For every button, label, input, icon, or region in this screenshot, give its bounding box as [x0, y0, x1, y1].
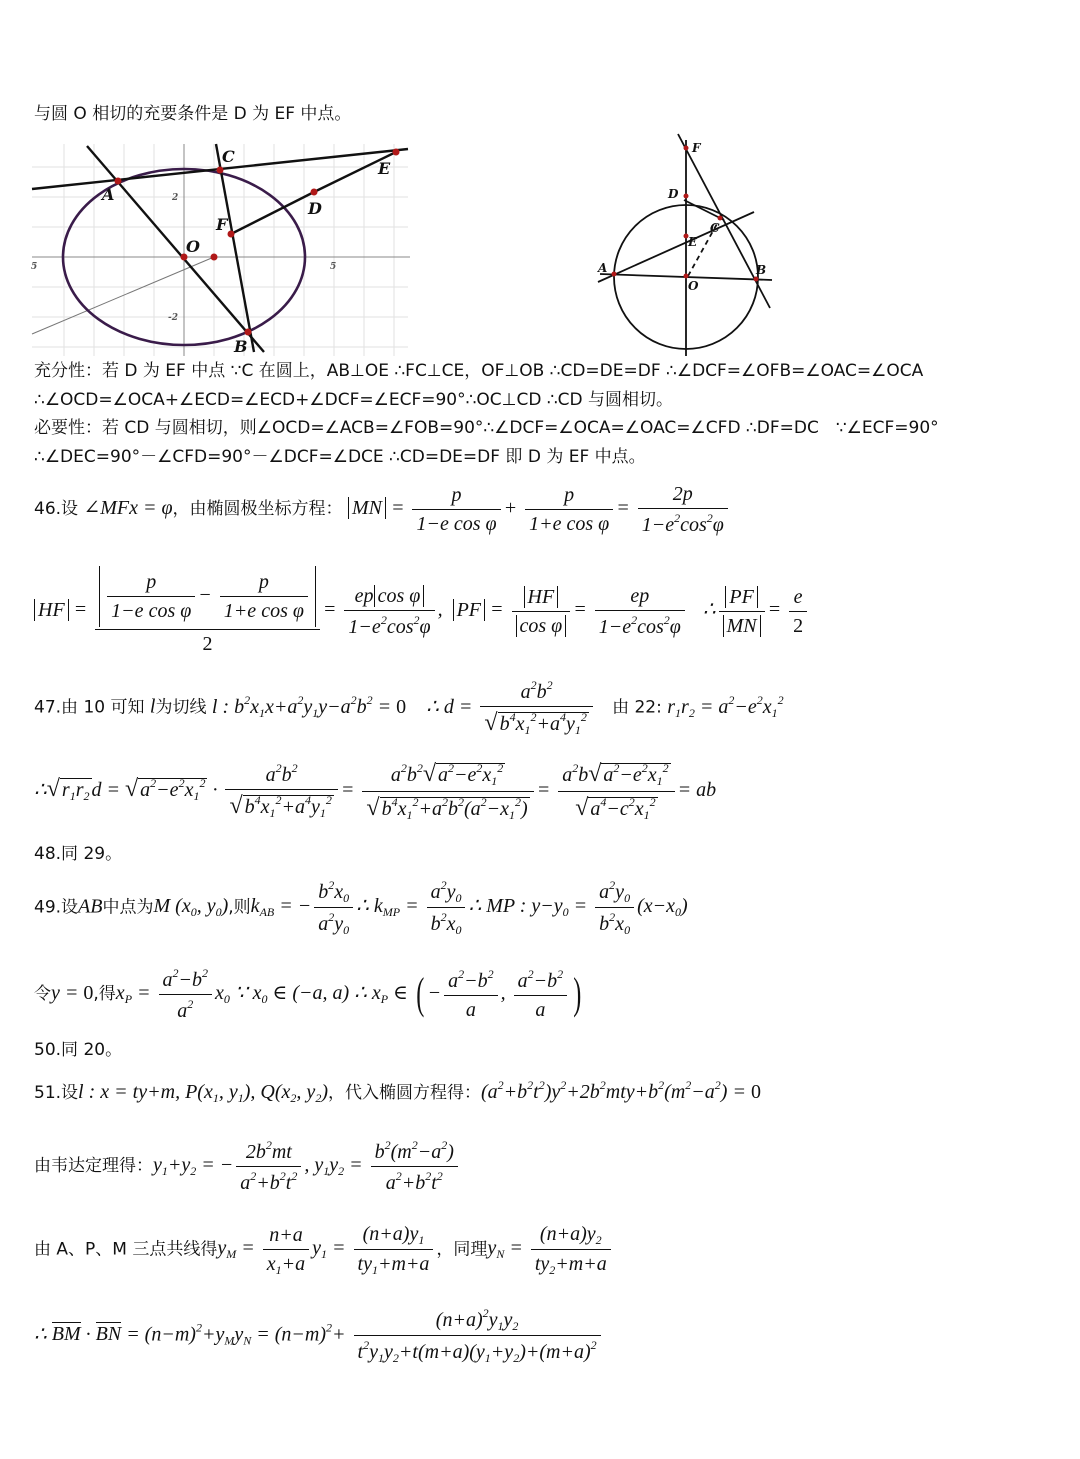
p49b-text2: ,得: [93, 984, 116, 1005]
tick-y-pos: 2: [172, 193, 179, 203]
p46-formula: MN = $\frac{p}{\text{1−e cos φ}}$ + $\frac{p}{\text{1+e cos φ}}$ = $\frac{2p}{1-e^2\cos^2\varphi}$: [348, 497, 731, 519]
p46-text1: 设: [61, 499, 79, 520]
point-D: [684, 194, 689, 199]
p49b-text1: 令: [34, 984, 51, 1005]
p51c-text2: ，同理: [436, 1239, 488, 1260]
p51-number: 51.: [34, 1083, 62, 1103]
tick-x-pos: 5: [330, 262, 337, 272]
label-D: D: [308, 199, 322, 218]
label-C: C: [710, 221, 720, 235]
label-C: C: [222, 147, 235, 166]
proof-line-4: ∴∠DEC=90°－∠CFD=90°－∠DCF=∠DCE ∴CD=DE=DF 即 D 为 EF 中点。: [34, 447, 646, 467]
p47-text1: 由 10 可知: [61, 697, 145, 718]
problem-50: 50.同 20。: [34, 1040, 123, 1060]
point-A: [612, 272, 617, 277]
p47-number: 47.: [34, 697, 62, 718]
point-C: [718, 216, 723, 221]
label-B: B: [234, 337, 248, 356]
p47-derivation: ∴√ $r_1r_2$ d = √ $a^2-e^2x_1^2$ · $\frac{a^2b^2}{√ b^4x_1^2+a^4y_1^2}$ = $\frac{a^2b^2√ a^2-e^2x_1^2}{√ b^4x_1^2+a^2b^2(a^2-x_1^2)}$ = $\frac{a^2b√ a^2-e^2x_1^2}{√ a^4-c^2x_1^2}$ = ab: [34, 761, 717, 822]
label-D: D: [668, 187, 679, 201]
p51-text1: 设: [61, 1083, 79, 1103]
p46-text2: ，由椭圆极坐标方程：: [172, 499, 343, 520]
hf-pf-formula: HF = $\frac{p}{\text{1−e cos φ}}$ − $\frac{p}{\text{1+e cos φ}}$ 2 = $\frac{\text{ep cos φ}}{1-e^2\cos^2\varphi}$ , PF = $\frac{HF}{\text{cos φ}}$ = $\frac{ep}{1-e^2\cos^2\varphi}$ ∴ $\frac{PF}{MN}$ = $\frac{e}{2}$: [34, 566, 810, 656]
p49-text1: 设: [61, 897, 79, 918]
point-B: [245, 329, 252, 336]
p46-angle: ∠MFx = φ: [83, 497, 173, 520]
intro-text: 与圆 O 相切的充要条件是 D 为 EF 中点。: [34, 104, 352, 124]
line-CB: [216, 144, 254, 352]
point-E: [393, 149, 400, 156]
label-E: E: [378, 159, 391, 178]
p51-vieta: 由韦达定理得：$y_1+y_2$ = − $\frac{2b^2mt}{a^2+b^2t^2}$ , $y_1y_2$ = $\frac{b^2(m^2-a^2)}{a^2+b^2t^2}$: [34, 1138, 461, 1195]
point-F: [684, 146, 689, 151]
label-A: A: [598, 261, 608, 275]
problem-46: [34, 482, 731, 537]
p47-text3: 由 22:: [612, 697, 662, 718]
label-O: O: [186, 237, 200, 256]
label-E: E: [688, 235, 698, 249]
p51-text2: ，代入椭圆方程得：: [327, 1083, 481, 1103]
p46-number: 46.: [34, 499, 62, 520]
p51-collinear: 由 A、P、M 三点共线得$y_M$ = $\frac{n+a}{x_1+a}$ $y_1$ = $\frac{(n+a)y_1}{ty_1+m+a}$ ，同理$y_N$ = $\frac{(n+a)y_2}{ty_2+m+a}$: [34, 1222, 614, 1278]
point-focus: [211, 254, 218, 261]
point-B: [754, 277, 759, 282]
label-F: F: [692, 141, 701, 155]
label-O: O: [688, 279, 699, 293]
problem-48: 48.同 29。: [34, 844, 123, 864]
label-F: F: [216, 215, 228, 234]
p49-number: 49.: [34, 897, 62, 918]
point-C: [217, 167, 224, 174]
point-D: [311, 189, 318, 196]
proof-line-2: ∴∠OCD=∠OCA+∠ECD=∠ECD+∠DCF=∠ECF=90°∴OC⊥CD ∴CD 与圆相切。: [34, 390, 674, 410]
point-F: [228, 231, 235, 238]
p51c-text1: 由 A、P、M 三点共线得: [34, 1239, 218, 1260]
point-O: [684, 274, 689, 279]
proof-line-3: 必要性：若 CD 与圆相切，则∠OCD=∠ACB=∠FOB=90°∴∠DCF=∠OCA=∠OAC=∠CFD ∴DF=DC ∵∠ECF=90°: [34, 418, 939, 438]
tick-y-neg: -2: [168, 313, 178, 323]
p49-text3: ,则: [228, 897, 251, 918]
p47-text2: 为切线: [155, 697, 207, 718]
circle-figure: [592, 130, 782, 356]
problem-49: 49.设AB中点为M ($x_0$, $y_0$),则$k_{AB}$ = − $\frac{b^2x_0}{a^2y_0}$ ∴ $k_{MP}$ = $\frac{a^2y_0}{b^2x_0}$ ∴ MP : $y-y_0$ = $\frac{a^2y_0}{b^2x_0}$ $(x-x_0)$: [34, 878, 688, 938]
p49-text2: 中点为: [102, 897, 154, 918]
p51-dot-product: ∴ BM · BN = $(n-m)^2+y_My_N = (n-m)^2+$ $\frac{(n+a)^2y_1y_2}{t^2y_1y_2+t(m+a)(y_1+y_2)+(m+a)^2}$: [34, 1306, 604, 1366]
faint-diagonal: [32, 257, 214, 334]
label-A: A: [102, 185, 115, 204]
proof-line-1: 充分性：若 D 为 EF 中点 ∵C 在圆上，AB⊥OE ∴FC⊥CE，OF⊥OB ∴CD=DE=DF ∴∠DCF=∠OFB=∠OAC=∠OCA: [34, 361, 924, 381]
point-A: [115, 178, 122, 185]
problem-51: 51.设l : x = ty+m, $P(x_1$, $y_1$), $Q(x_2$, $y_2$)，代入椭圆方程得：$(a^2+b^2t^2)y^2+2b^2mty+b^2(m^2-a^2) = 0$: [34, 1078, 761, 1105]
p49-derivation: 令y = 0,得$x_P$ = $\frac{a^2-b^2}{a^2}$ $x_0$ ∵ $x_0$ ∈ (−a, a) ∴ $x_P$ ∈ ( − $\frac{a^2-b^2}{a}$ , $\frac{a^2-b^2}{a}$ ): [34, 966, 582, 1022]
problem-47: 47.由 10 可知 l为切线 l : $b^2x_1x+a^2y_1y-a^2b^2 = 0$ ∴ d = $\frac{a^2b^2}{√ b^4x_1^2+a^4y_1^2}$ 由 22: $r_1r_2 = a^2-e^2x_1^2$: [34, 678, 784, 737]
label-B: B: [756, 263, 767, 277]
ellipse-figure: [32, 144, 412, 356]
p51b-text1: 由韦达定理得：: [34, 1156, 153, 1177]
grid: [32, 144, 408, 356]
tick-x-neg: 5: [31, 262, 38, 272]
